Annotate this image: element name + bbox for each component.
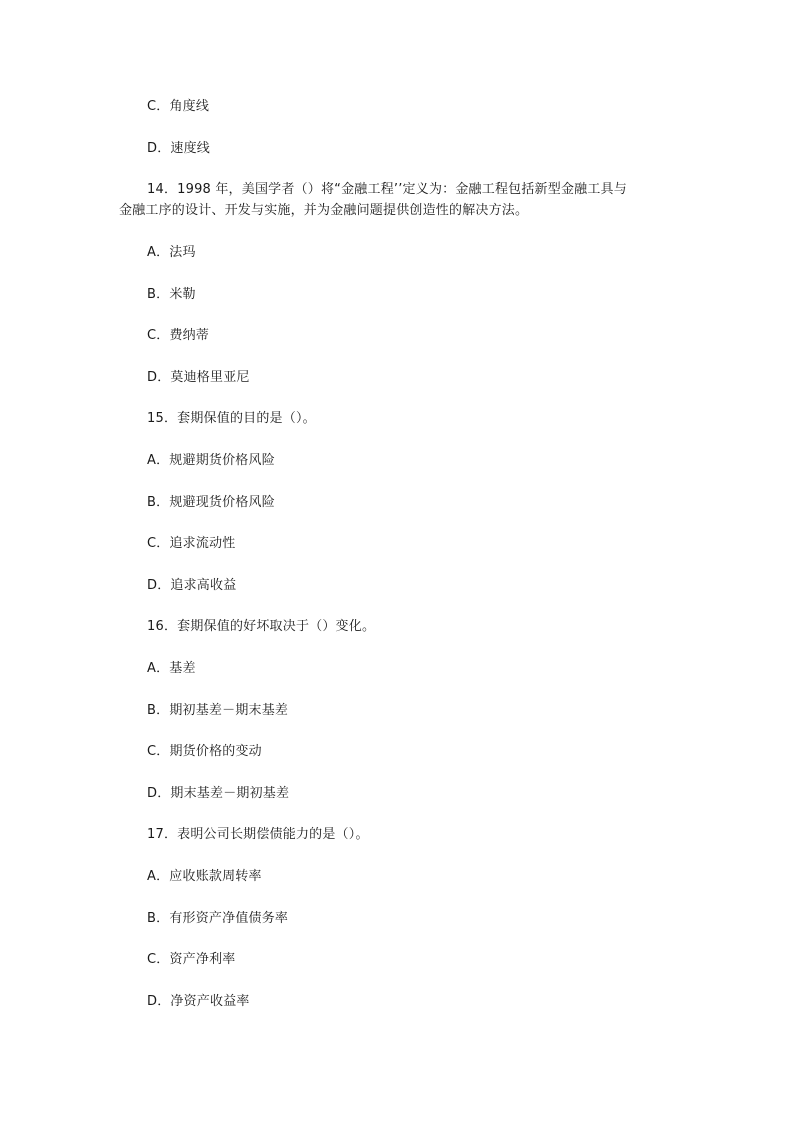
option-q14-d: D．莫迪格里亚尼: [147, 370, 250, 385]
question-16-stem: 16．套期保值的好坏取决于（）变化。: [147, 619, 376, 634]
question-14-stem-line2: 金融工序的设计、开发与实施，并为金融问题提供创造性的解决方法。: [119, 203, 529, 218]
question-15-stem: 15．套期保值的目的是（）。: [147, 411, 316, 426]
option-q15-d: D．追求高收益: [147, 578, 237, 593]
option-q17-d: D．净资产收益率: [147, 994, 250, 1009]
option-q14-a: A．法玛: [147, 245, 196, 260]
option-q17-a: A．应收账款周转率: [147, 869, 262, 884]
option-q17-c: C．资产净利率: [147, 952, 236, 967]
option-q16-d: D．期末基差－期初基差: [147, 786, 290, 801]
option-q16-a: A．基差: [147, 661, 196, 676]
option-q15-a: A．规避期货价格风险: [147, 453, 275, 468]
option-q16-c: C．期货价格的变动: [147, 744, 262, 759]
question-14-stem-line1: 14．1998 年，美国学者（）将“金融工程’’定义为：金融工程包括新型金融工具与: [147, 182, 627, 197]
question-17-stem: 17．表明公司长期偿债能力的是（）。: [147, 827, 369, 842]
option-q14-c: C．费纳蒂: [147, 328, 210, 343]
option-q16-b: B．期初基差－期末基差: [147, 703, 289, 718]
option-q15-c: C．追求流动性: [147, 536, 236, 551]
option-q17-b: B．有形资产净值债务率: [147, 911, 289, 926]
option-q15-b: B．规避现货价格风险: [147, 495, 275, 510]
option-q13-d: D．速度线: [147, 141, 211, 156]
option-q13-c: C．角度线: [147, 99, 210, 114]
option-q14-b: B．米勒: [147, 287, 196, 302]
